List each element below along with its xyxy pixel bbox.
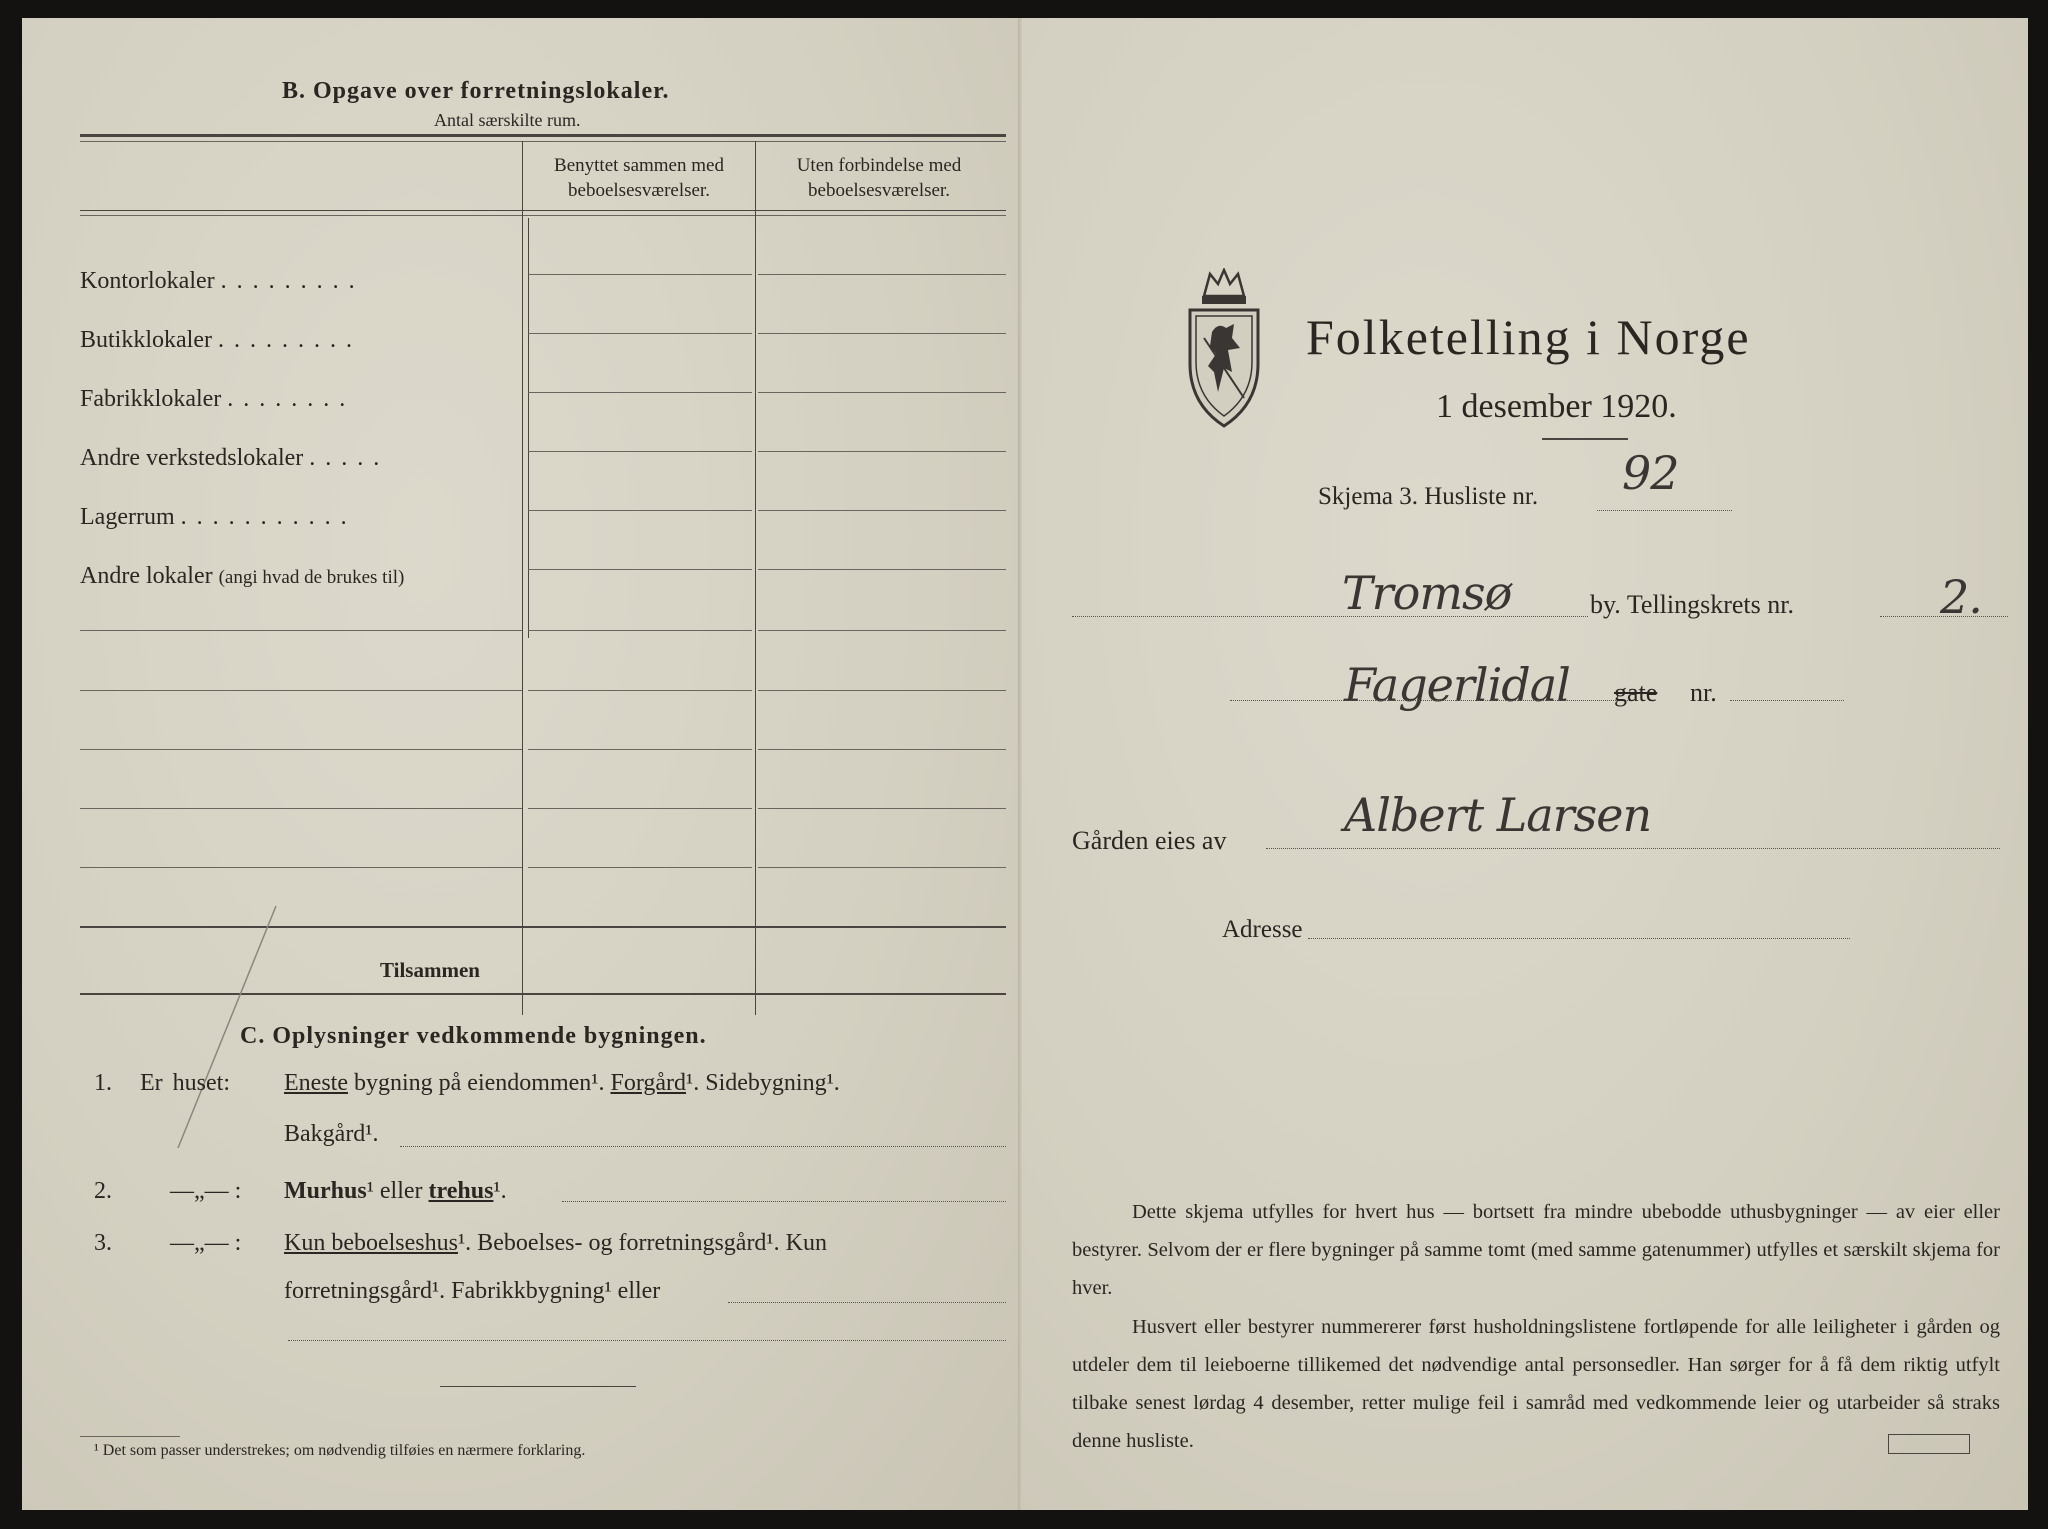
- row-label: Fabrikklokaler . . . . . . . .: [80, 386, 348, 412]
- left-page: [22, 18, 1020, 1510]
- cell-rule: [758, 867, 1006, 868]
- city-handwritten: Tromsø: [1342, 566, 1512, 620]
- column-divider-2: [755, 141, 756, 1015]
- cell-rule: [528, 392, 752, 393]
- fill-line: [728, 1302, 1006, 1303]
- question-number: 1.: [94, 1070, 112, 1096]
- question-3-line-2: forretningsgård¹. Fabrikkbygning¹ eller: [284, 1278, 661, 1304]
- question-number: 3.: [94, 1230, 112, 1256]
- cell-rule: [528, 569, 752, 570]
- owner-label: Gården eies av: [1072, 826, 1227, 855]
- cell-rule: [528, 867, 752, 868]
- row-label: Andre verkstedslokaler . . . . .: [80, 445, 382, 471]
- other-premises-line: [80, 749, 522, 750]
- cell-rule: [758, 569, 1006, 570]
- cell-rule: [528, 274, 752, 275]
- owner-handwritten: Albert Larsen: [1344, 788, 1652, 842]
- cell-rule: [528, 510, 752, 511]
- by-tellingskrets-label: by. Tellingskrets nr.: [1590, 590, 1795, 619]
- page-title: Folketelling i Norge: [1306, 309, 1751, 365]
- fill-line: [1730, 700, 1844, 701]
- cell-rule: [528, 451, 752, 452]
- fill-line: [1230, 700, 1634, 701]
- total-label: Tilsammen: [380, 958, 480, 982]
- column-divider-1b: [528, 218, 529, 638]
- fill-line: [1597, 510, 1732, 511]
- other-premises-line: [80, 690, 522, 691]
- fill-line: [1072, 616, 1588, 617]
- cell-rule: [528, 808, 752, 809]
- row-label: Butikklokaler . . . . . . . . .: [80, 327, 354, 353]
- column-header-with-dwelling: Benyttet sammen med beboelsesværelser.: [554, 155, 724, 201]
- footnote-rule: [80, 1436, 180, 1437]
- cell-rule: [528, 630, 752, 631]
- question-number: 2.: [94, 1178, 112, 1204]
- fill-line: [1880, 616, 2008, 617]
- fill-line: [562, 1201, 1006, 1202]
- printer-stamp-icon: [1888, 1434, 1970, 1454]
- gate-label: gate: [1614, 678, 1658, 707]
- fill-line: [1308, 938, 1850, 939]
- other-premises-line: [80, 630, 522, 631]
- cell-rule: [528, 333, 752, 334]
- cell-rule: [758, 690, 1006, 691]
- fill-line: [288, 1340, 1006, 1341]
- column-divider-1: [522, 141, 523, 1015]
- question-label: —„— :: [170, 1178, 242, 1204]
- cell-rule: [758, 274, 1006, 275]
- section-b-subtitle: Antal særskilte rum.: [434, 110, 581, 130]
- header-rule-2: [80, 215, 1006, 216]
- cell-rule: [528, 749, 752, 750]
- row-label: Lagerrum . . . . . . . . . . .: [80, 504, 349, 530]
- adresse-label: Adresse: [1222, 916, 1303, 943]
- row-label: Andre lokaler (angi hvad de brukes til): [80, 563, 405, 589]
- street-handwritten: Fagerlidal: [1344, 658, 1570, 712]
- cell-rule: [758, 451, 1006, 452]
- section-c-title: C. Oplysninger vedkommende bygningen.: [240, 1023, 707, 1049]
- question-3-options: Kun beboelseshus¹. Beboelses- og forretningsgård¹. Kun: [284, 1230, 827, 1256]
- fill-line: [1266, 848, 2000, 849]
- other-premises-line: [80, 808, 522, 809]
- other-premises-line: [80, 867, 522, 868]
- cell-rule: [758, 749, 1006, 750]
- table-top-rule: [80, 134, 1006, 137]
- question-label: —„— :: [170, 1230, 242, 1256]
- right-page: [1022, 18, 2028, 1510]
- fill-line: [400, 1146, 1006, 1147]
- short-rule: [440, 1386, 636, 1387]
- cell-rule: [758, 808, 1006, 809]
- husliste-number: 92: [1622, 446, 1679, 500]
- cell-rule: [758, 333, 1006, 334]
- tellingskrets-number: 2.: [1940, 570, 1982, 624]
- question-2-options: Murhus¹ eller trehus¹.: [284, 1178, 507, 1204]
- skjema-label: Skjema 3. Husliste nr.: [1318, 483, 1539, 510]
- column-header-without-dwelling: Uten forbindelse med beboelsesværelser.: [796, 155, 962, 201]
- instructions-paragraph-1: Dette skjema utfylles for hvert hus — bortsett fra mindre ubebodde uthusbygninger — av eier eller bestyrer. Selvom der er flere bygninger på samme tomt (med samme gatenummer) utfylles et særskilt skjema for hver.: [1072, 1201, 2000, 1299]
- table-top-rule-2: [80, 141, 1006, 142]
- section-b-title: B. Opgave over forretningslokaler.: [282, 78, 670, 104]
- question-label: Er huset:: [140, 1070, 230, 1096]
- cell-rule: [528, 690, 752, 691]
- cell-rule: [758, 630, 1006, 631]
- cell-rule: [758, 392, 1006, 393]
- nr-label: nr.: [1690, 678, 1717, 707]
- census-date: 1 desember 1920.: [1436, 388, 1677, 425]
- header-rule: [80, 210, 1006, 211]
- question-1-line-2: Bakgård¹.: [284, 1121, 379, 1147]
- cell-rule: [758, 510, 1006, 511]
- question-1-options: Eneste bygning på eiendommen¹. Forgård¹. Sidebygning¹.: [284, 1070, 840, 1096]
- footnote: ¹ Det som passer understrekes; om nødvendig tilføies en nærmere forklaring.: [94, 1442, 586, 1459]
- date-rule: [1542, 438, 1628, 440]
- norwegian-coat-of-arms-icon: [1184, 268, 1264, 428]
- row-label: Kontorlokaler . . . . . . . . .: [80, 268, 357, 294]
- instructions-paragraph-2: Husvert eller bestyrer nummererer først husholdningslistene fortløpende for alle leiligheter i gården og utdeler dem til leieboerne tillikemed det nødvendige antal personsedler. Han sørger for å få dem riktig utfylt tilbake senest lørdag 4 desember, retter mulige feil i samråd med vedkommende leier og utarbeider så straks denne husliste.: [1072, 1316, 2000, 1452]
